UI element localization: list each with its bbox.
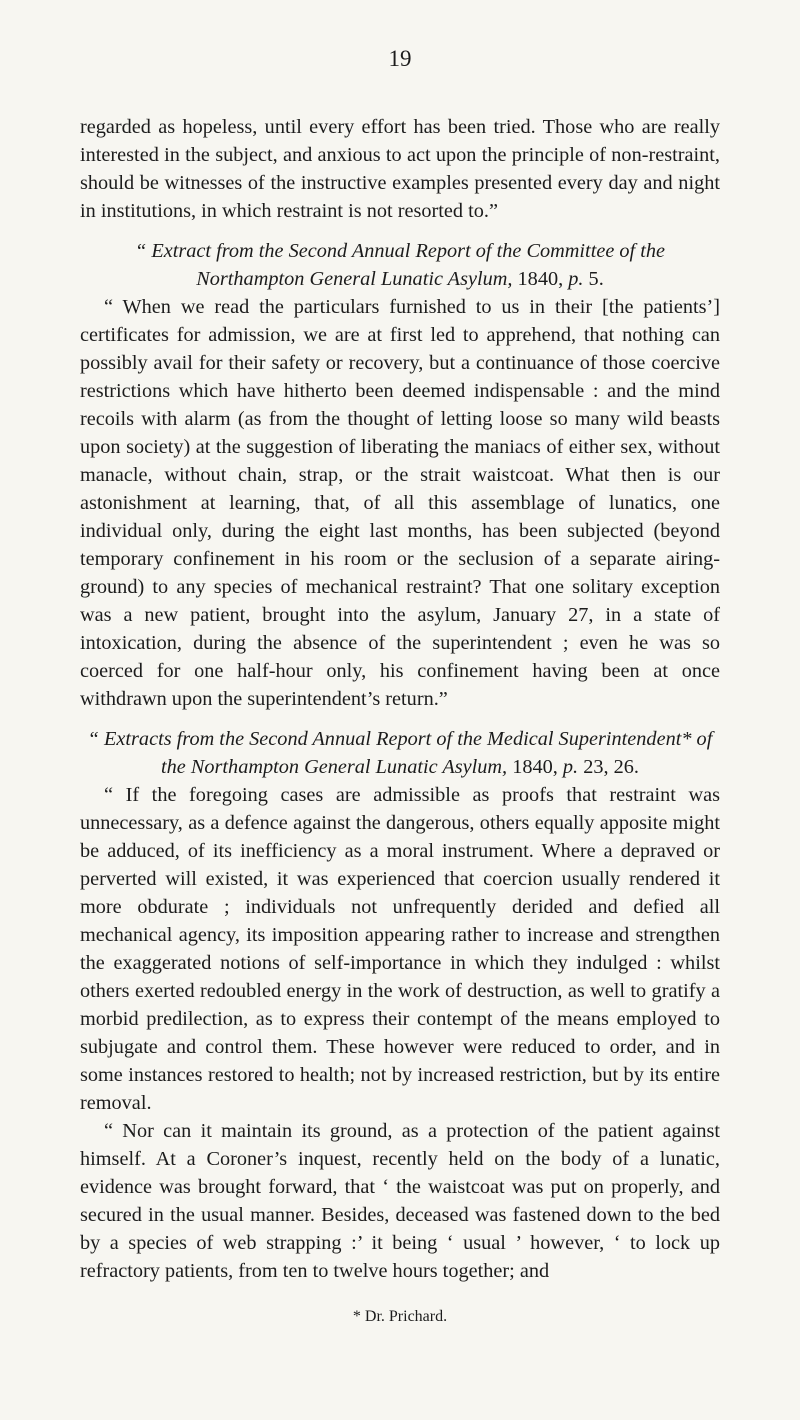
paragraph-superintendent-quote-2: “ Nor can it maintain its ground, as a protection of the patient against himself. At a Coroner’s inquest, recently held on the body of a lunatic, evidence was brought forward, that ‘ the waistcoat was put on properly, and secured in the usual manner. Besides, deceased was fastened down to the bed by a species of web strapping :’ it being ‘ usual ’ however, ‘ to lock up refractory patients, from ten to twelve hours together; and (80, 1120, 720, 1282)
section-heading-committee-report (80, 237, 720, 293)
heading-page-number: 5. (588, 268, 604, 290)
paragraph-committee-quote: “ When we read the particulars furnished to us in their [the patients’] certificates for admission, we are at first led to apprehend, that nothing can possibly avail for their safety or recovery, but a continuance of those coercive restrictions which have hitherto been deemed indispensable : and the mind recoils with alarm (as from the thought of letting loose so many wild beasts upon society) at the suggestion of liberating the maniacs of either sex, without manacle, without chain, strap, or the strait waistcoat. What then is our astonishment at learning, that, of all this assemblage of lunatics, one individual only, during the eight last months, has been subjected (beyond temporary confinement in his room or the seclusion of a separate airing-ground) to any species of mechanical restraint? That one solitary exception was a new patient, brought into the asylum, January 27, in a state of intoxication, during the absence of the superintendent ; even he was so coerced for one half-hour only, his confinement having been at once withdrawn upon the superintendent’s return.” (80, 296, 720, 710)
heading-year: 1840, (512, 756, 558, 778)
heading-title: Extract from the Second Annual Report of the Committee of the Northampton General Lunatic Asylum, (151, 240, 666, 290)
page-number: 19 (388, 46, 412, 71)
paragraph-continuation: regarded as hopeless, until every effort has been tried. Those who are really interested in the subject, and anxious to act upon the principle of non-restraint, should be witnesses of the instructive examples presented every day and night in institutions, in which restraint is not resorted to.” (80, 116, 720, 222)
paragraph-superintendent-quote-1: “ If the foregoing cases are admissible as proofs that restraint was unnecessary, as a defence against the dangerous, others equally apposite might be adduced, of its inefficiency as a moral instrument. Where a depraved or perverted will existed, it was experienced that coercion usually rendered it more obdurate ; individuals not unfrequently derided and defied all mechanical agency, its imposition appearing rather to increase and strengthen the exaggerated notions of self-importance in which they indulged : whilst others exerted redoubled energy in the work of destruction, as well to gratify a morbid predilection, as to express their contempt of the means employed to subjugate and control them. These however were reduced to order, and in some instances restored to health; not by increased restriction, but by its entire removal. (80, 784, 720, 1114)
heading-title: Extracts from the Second Annual Report of the Medical Superintendent* of the Northampton General Lunatic Asylum, (104, 728, 713, 778)
heading-year: 1840, (517, 268, 564, 290)
section-heading-superintendent-report (80, 725, 720, 781)
footnote: * Dr. Prichard. (352, 1308, 448, 1325)
body-text (80, 113, 720, 1285)
heading-page-number: 23, 26. (583, 756, 639, 778)
heading-page-abbrev: p. (568, 268, 584, 290)
heading-quote: “ (87, 728, 99, 750)
heading-page-abbrev: p. (562, 756, 579, 778)
heading-quote: “ (134, 240, 147, 262)
